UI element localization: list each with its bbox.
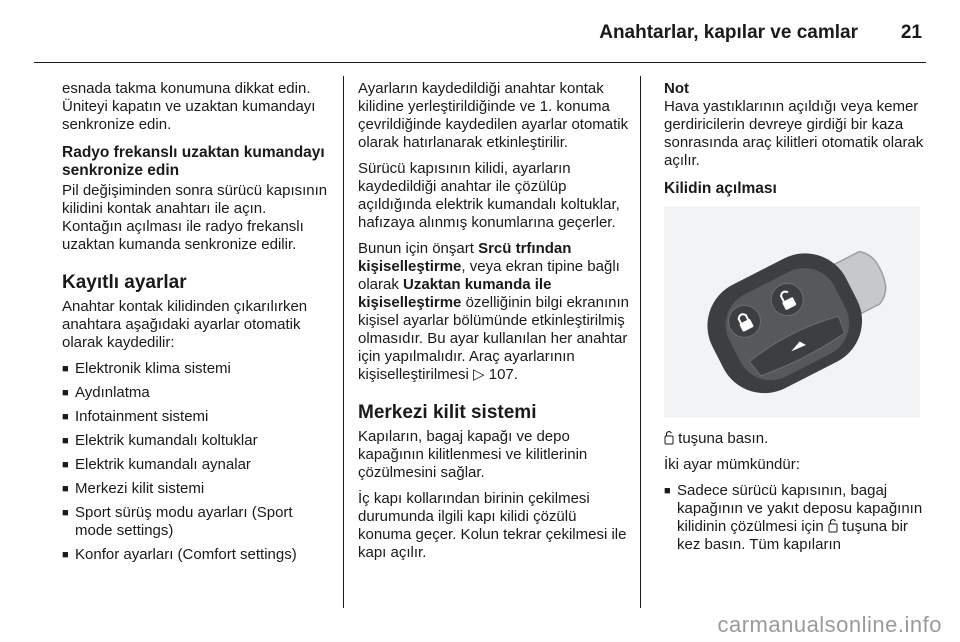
saved-settings-list: [62, 360, 330, 564]
central-lock-text-1: Kapıların, bagaj kapağı ve depo kapağının kilitlenmesi ve kilitlerinin çözülmesini sağlar.: [358, 428, 588, 481]
list-item: ■ Sport sürüş modu ayarları (Sport mode settings): [62, 504, 330, 540]
seat-memory-text: Sürücü kapısının kilidi, ayarların kaydedildiği anahtar ile çözülüp açıldığında elektrik kumandalı koltuklar, hafızaya alınmış konumlarına geçerler.: [358, 160, 620, 231]
menu-term: Srcü trfından kişiselleştirme: [358, 240, 572, 275]
note-text: Hava yastıklarının açıldığı veya kemer gerdiricilerin devreye girdiği bir kaza sonrasında araç kilitleri otomatik olarak açılır.: [664, 98, 924, 169]
column-3: [664, 80, 930, 560]
list-item: ■ Sadece sürücü kapısının, bagaj kapağının ve yakıt deposu kapağının kilidinin çözülmesi için tuşuna bir kez basın. Tüm kapıların: [664, 482, 930, 554]
header-title: Anahtarlar, kapılar ve camlar: [599, 22, 858, 43]
prerequisite-text: Bunun için önşart Srcü trfından kişiselleştirme, veya ekran tipine bağlı olarak Uzaktan kumanda ile kişiselleştirme özelliğinin bilgi ekranının kişisel ayarlar bölümünde etkinleştirilmiş olmasıdır. Bu ayar kullanılan her anahtar için yapılmalıdır. Araç ayarlarının kişiselleştirilmesi ▷ 107.: [358, 240, 630, 383]
column-divider-1: [343, 76, 344, 608]
list-item: ■ Merkezi kilit sistemi: [62, 480, 330, 498]
unlock-button-icon: [664, 430, 674, 445]
page-ref: 107.: [488, 366, 518, 383]
page-number: 21: [900, 22, 922, 43]
list-item: ■ Elektrik kumandalı aynalar: [62, 456, 330, 474]
saved-settings-text: Anahtar kontak kilidinden çıkarılırken anahtara aşağıdaki ayarlar otomatik olarak kaydedilir:: [62, 298, 308, 351]
key-fob-icon: [664, 206, 920, 418]
key-fob-illustration: [664, 206, 920, 418]
menu-term: Uzaktan kumanda ile kişiselleştirme: [358, 276, 552, 311]
list-item: ■ Elektronik klima sistemi: [62, 360, 330, 378]
column-divider-2: [640, 76, 641, 608]
list-item: ■ Elektrik kumandalı koltuklar: [62, 432, 330, 450]
rf-sync-text: Pil değişiminden sonra sürücü kapısının kilidini kontak anahtarı ile açın. Kontağın açılması ile radyo frekanslı uzaktan kumanda senkronize edilir.: [62, 182, 328, 253]
page-ref-icon: ▷: [473, 366, 485, 383]
saved-settings-heading: Kayıtlı ayarlar: [62, 272, 187, 293]
unlock-options-list: [664, 482, 930, 554]
two-settings-text: İki ayar mümkündür:: [664, 456, 800, 473]
central-lock-heading: Merkezi kilit sistemi: [358, 402, 537, 423]
central-lock-text-2: İç kapı kollarından birinin çekilmesi durumunda ilgili kapı kilidi çözülü konuma geçer. Kolun tekrar çekilmesi ile kapı açılır.: [358, 490, 627, 561]
settings-recall-text: Ayarların kaydedildiği anahtar kontak kilidine yerleştirildiğinde ve 1. konuma çevrildiğinde kaydedilen ayarlar otomatik olarak hatırlanarak etkinleştirilir.: [358, 80, 629, 151]
unlock-heading: Kilidin açılması: [664, 180, 777, 197]
unlock-button-icon: [828, 518, 838, 533]
list-item: ■ Aydınlatma: [62, 384, 330, 402]
rf-sync-heading: Radyo frekanslı uzaktan kumandayı senkronize edin: [62, 144, 325, 179]
watermark: carmanualsonline.info: [717, 612, 942, 637]
column-1: [62, 80, 330, 570]
list-item: ■ Infotainment sistemi: [62, 408, 330, 426]
list-item: ■ Konfor ayarları (Comfort settings): [62, 546, 330, 564]
column-2: [358, 80, 630, 570]
intro-text: esnada takma konumuna dikkat edin. Üniteyi kapatın ve uzaktan kumandayı senkronize edin.: [62, 80, 316, 133]
page-header: [34, 0, 926, 63]
note-title: Not: [664, 80, 689, 97]
press-instruction: tuşuna basın.: [664, 430, 930, 448]
